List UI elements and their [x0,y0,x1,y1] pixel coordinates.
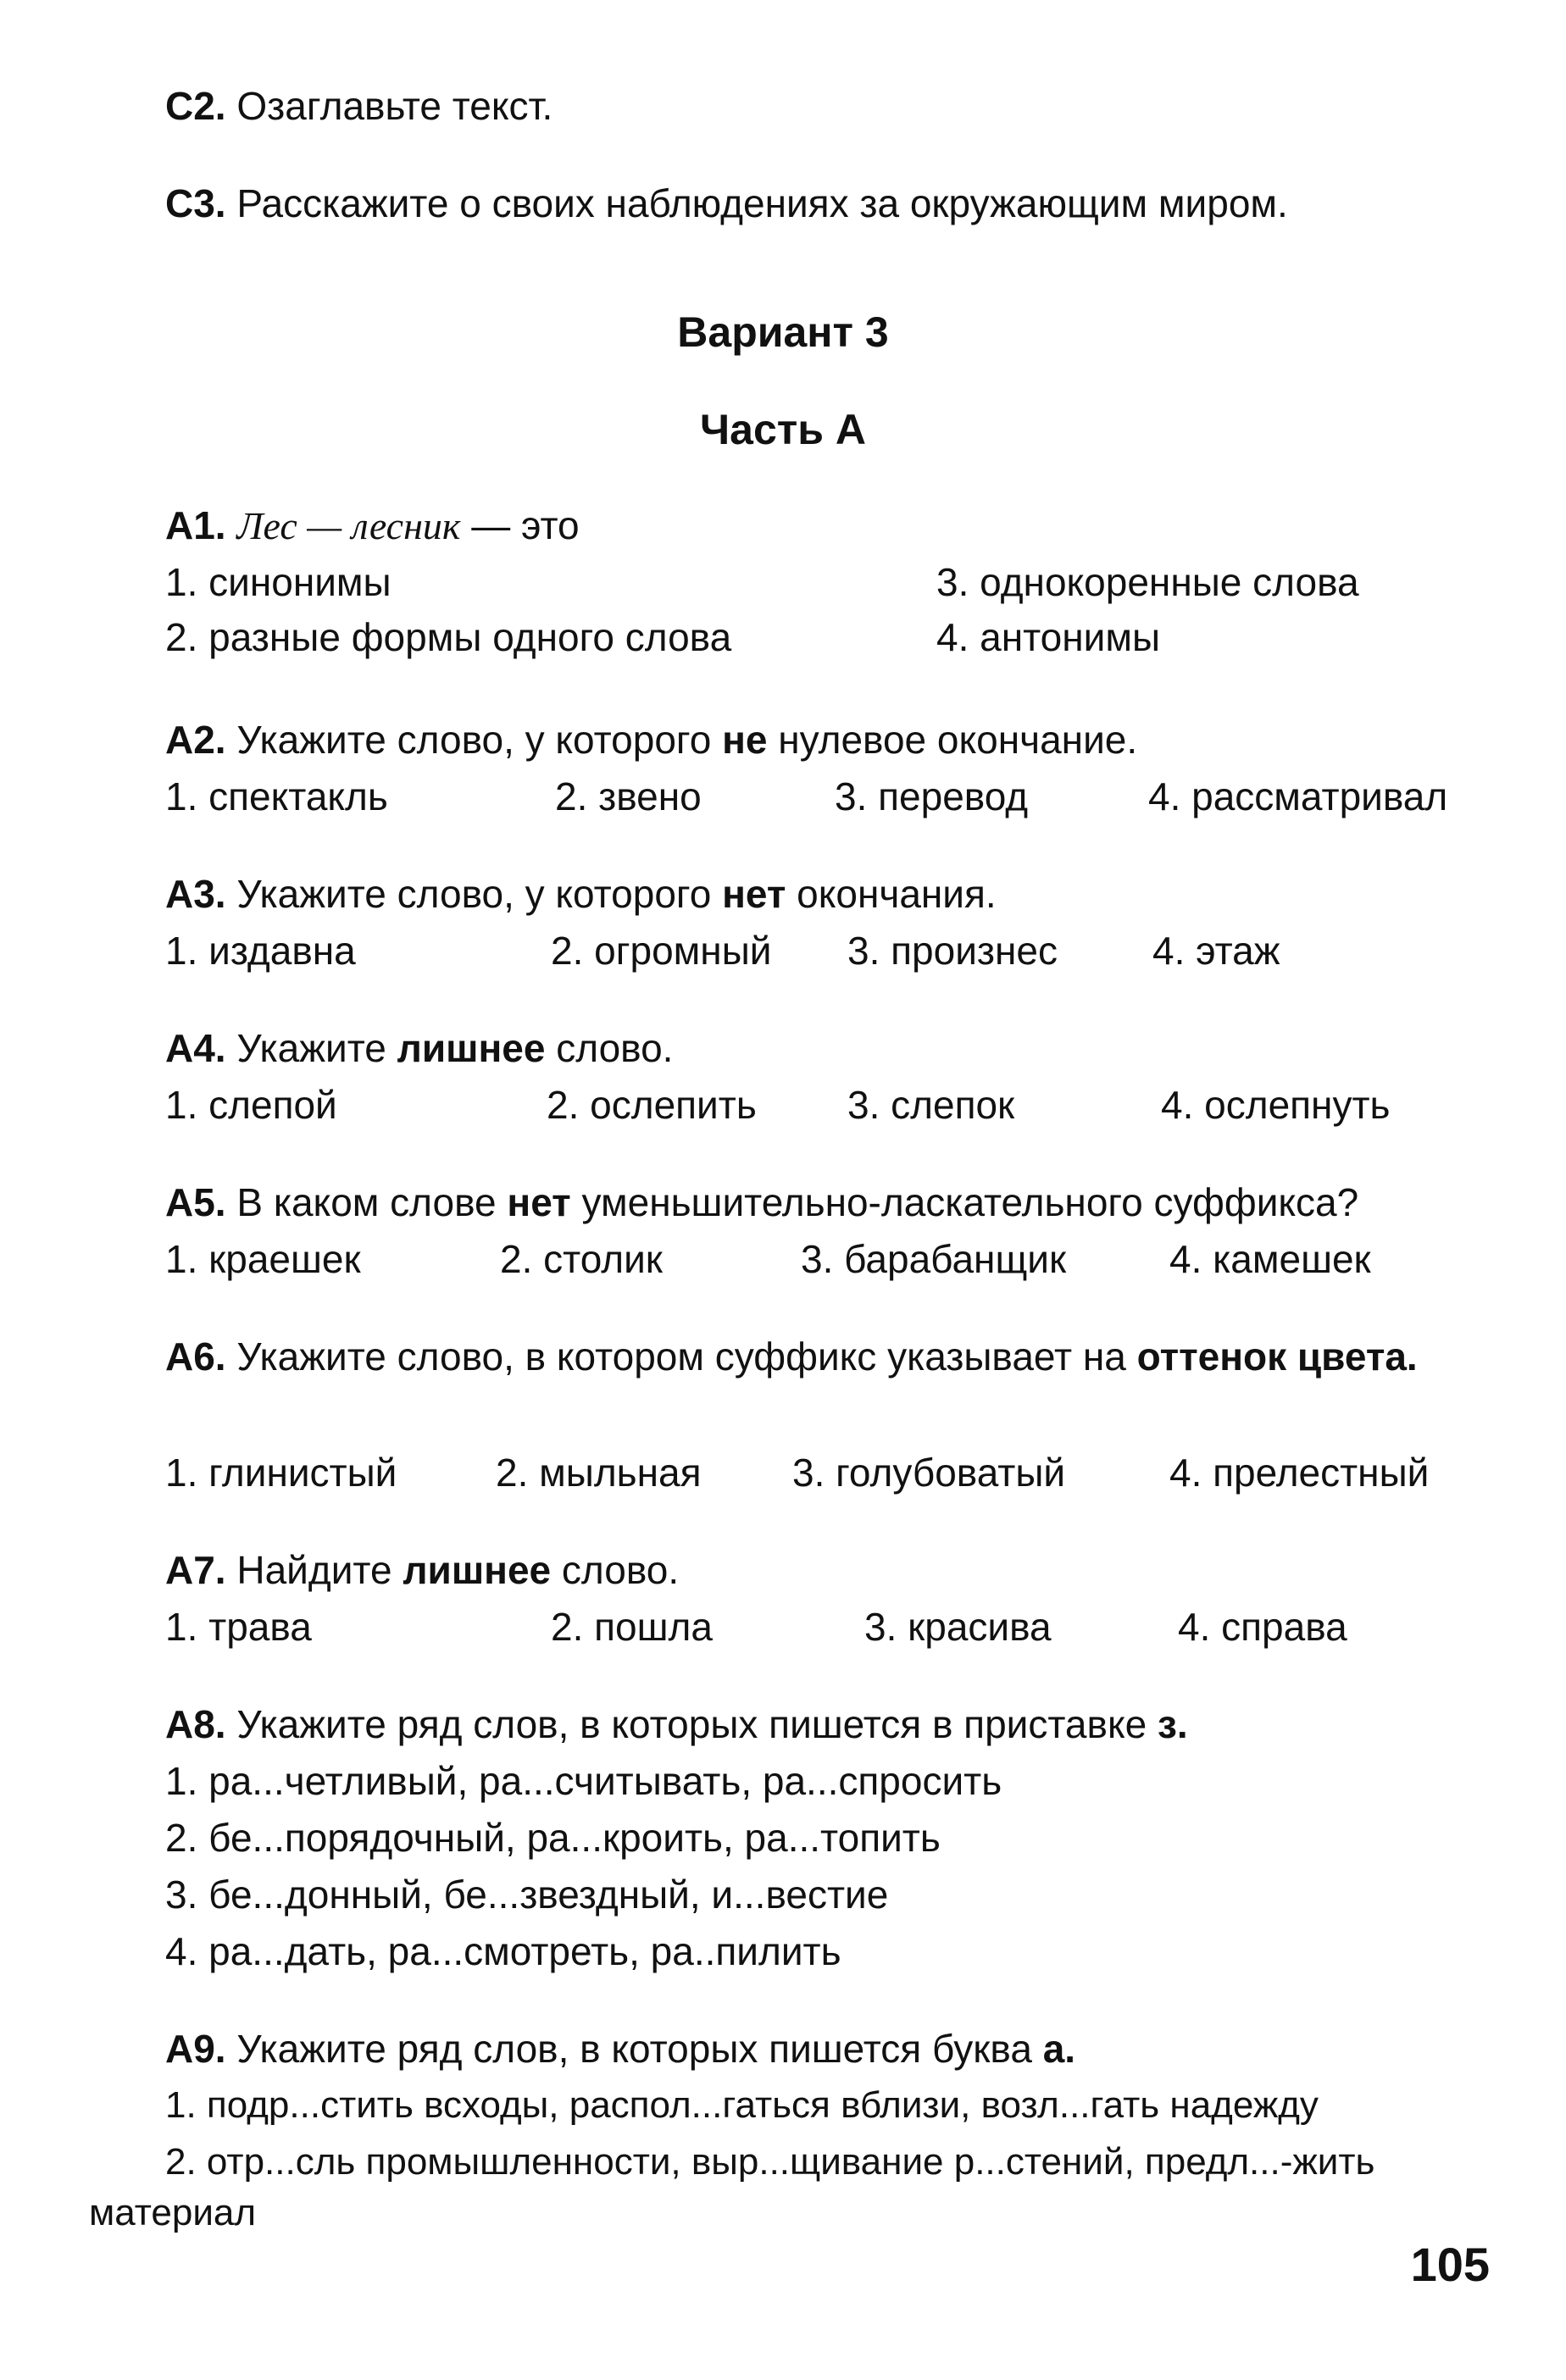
task-emphasis: з. [1157,1702,1188,1746]
task-text: Укажите слово, у которого [236,872,712,916]
option: 4. камешек [1169,1237,1371,1281]
option: 1. глинистый [165,1451,397,1495]
task-number: А1. [165,503,226,547]
option: 3. красива [864,1605,1052,1649]
task-a6 [89,1331,1490,1382]
task-number: С2. [165,84,226,128]
option: 4. прелестный [1169,1451,1430,1495]
task-c2 [165,80,1490,131]
option: 3. бе...донный, бе...звездный, и...вестие [165,1872,889,1917]
option: 4. рассматривал [1148,774,1448,818]
option: 2. ослепить [547,1083,757,1127]
option: 1. слепой [165,1083,337,1127]
variant-title: Вариант 3 [677,308,889,356]
option: 3. однокоренные слова [936,560,1359,604]
option: 1. синонимы [165,560,392,604]
page-number: 105 [1410,2238,1490,2291]
option: 2. звено [555,774,702,818]
option: 1. краешек [165,1237,361,1281]
option: 4. этаж [1152,929,1280,973]
task-a3 [165,868,1490,919]
task-text: Расскажите о своих наблюдениях за окружающим миром. [236,181,1288,225]
task-a8 [165,1699,1490,1750]
task-emphasis: нет [722,872,786,916]
task-a4 [165,1023,1490,1073]
task-emphasis: а. [1042,2027,1076,2071]
task-a5 [165,1177,1490,1228]
task-text: уменьшительно-ласкательного суффикса? [581,1180,1359,1224]
task-a1 [165,500,1490,552]
task-number: С3. [165,181,226,225]
option: 1. ра...четливый, ра...считывать, ра...спросить [165,1759,1002,1803]
option: 3. слепок [847,1083,1015,1127]
option: 2. отр...сль промышленности, выр...щивание р...стений, предл...-жить материал [89,2141,1375,2233]
task-text: Укажите ряд слов, в которых пишется в приставке [236,1702,1147,1746]
option: 4. антонимы [936,615,1161,659]
option: 1. издавна [165,929,356,973]
option: 2. огромный [551,929,772,973]
task-emphasis: не [722,718,768,762]
task-number: А4. [165,1026,226,1070]
task-text: Укажите [236,1026,386,1070]
option: 1. спектакль [165,774,388,818]
task-text: слово. [556,1026,674,1070]
option: 3. перевод [835,774,1029,818]
task-number: А3. [165,872,226,916]
task-text: Найдите [236,1548,392,1592]
option: 2. пошла [551,1605,713,1649]
task-phrase: Лес — лесник [236,504,461,547]
option: 3. голубоватый [792,1451,1066,1495]
task-number: А6. [165,1334,226,1379]
option: 3. произнес [847,929,1058,973]
task-text: окончания. [797,872,997,916]
task-number: А8. [165,1702,226,1746]
task-text: Укажите слово, у которого [236,718,712,762]
option: 4. ра...дать, ра...смотреть, ра..пилить [165,1929,841,1973]
option: 3. барабанщик [801,1237,1067,1281]
option: 1. подр...стить всходы, распол...гаться вблизи, возл...гать надежду [165,2084,1319,2126]
task-a9 [165,2023,1490,2074]
task-number: А5. [165,1180,226,1224]
task-emphasis: оттенок цвета. [1136,1334,1418,1379]
task-text: В каком слове [236,1180,497,1224]
option: 2. мыльная [496,1451,702,1495]
task-text: Озаглавьте текст. [236,84,553,128]
option: 1. трава [165,1605,312,1649]
task-text: Укажите ряд слов, в которых пишется буква [236,2027,1032,2071]
task-emphasis: лишнее [403,1548,552,1592]
option: 4. справа [1178,1605,1347,1649]
task-text: Укажите слово, в котором суффикс указывает на [236,1334,1126,1379]
task-text: слово. [561,1548,680,1592]
option: 4. ослепнуть [1161,1083,1391,1127]
task-number: А9. [165,2027,226,2071]
task-text: — это [471,503,580,547]
task-emphasis: нет [507,1180,571,1224]
task-number: А2. [165,718,226,762]
task-text: нулевое окончание. [778,718,1138,762]
option: 2. бе...порядочный, ра...кроить, ра...топить [165,1816,941,1860]
task-a7 [165,1545,1490,1595]
option: 2. столик [500,1237,663,1281]
part-title: Часть А [700,406,866,453]
task-emphasis: лишнее [397,1026,546,1070]
task-number: А7. [165,1548,226,1592]
task-a2 [165,714,1490,765]
option: 2. разные формы одного слова [165,615,732,659]
task-c3 [165,178,1490,229]
